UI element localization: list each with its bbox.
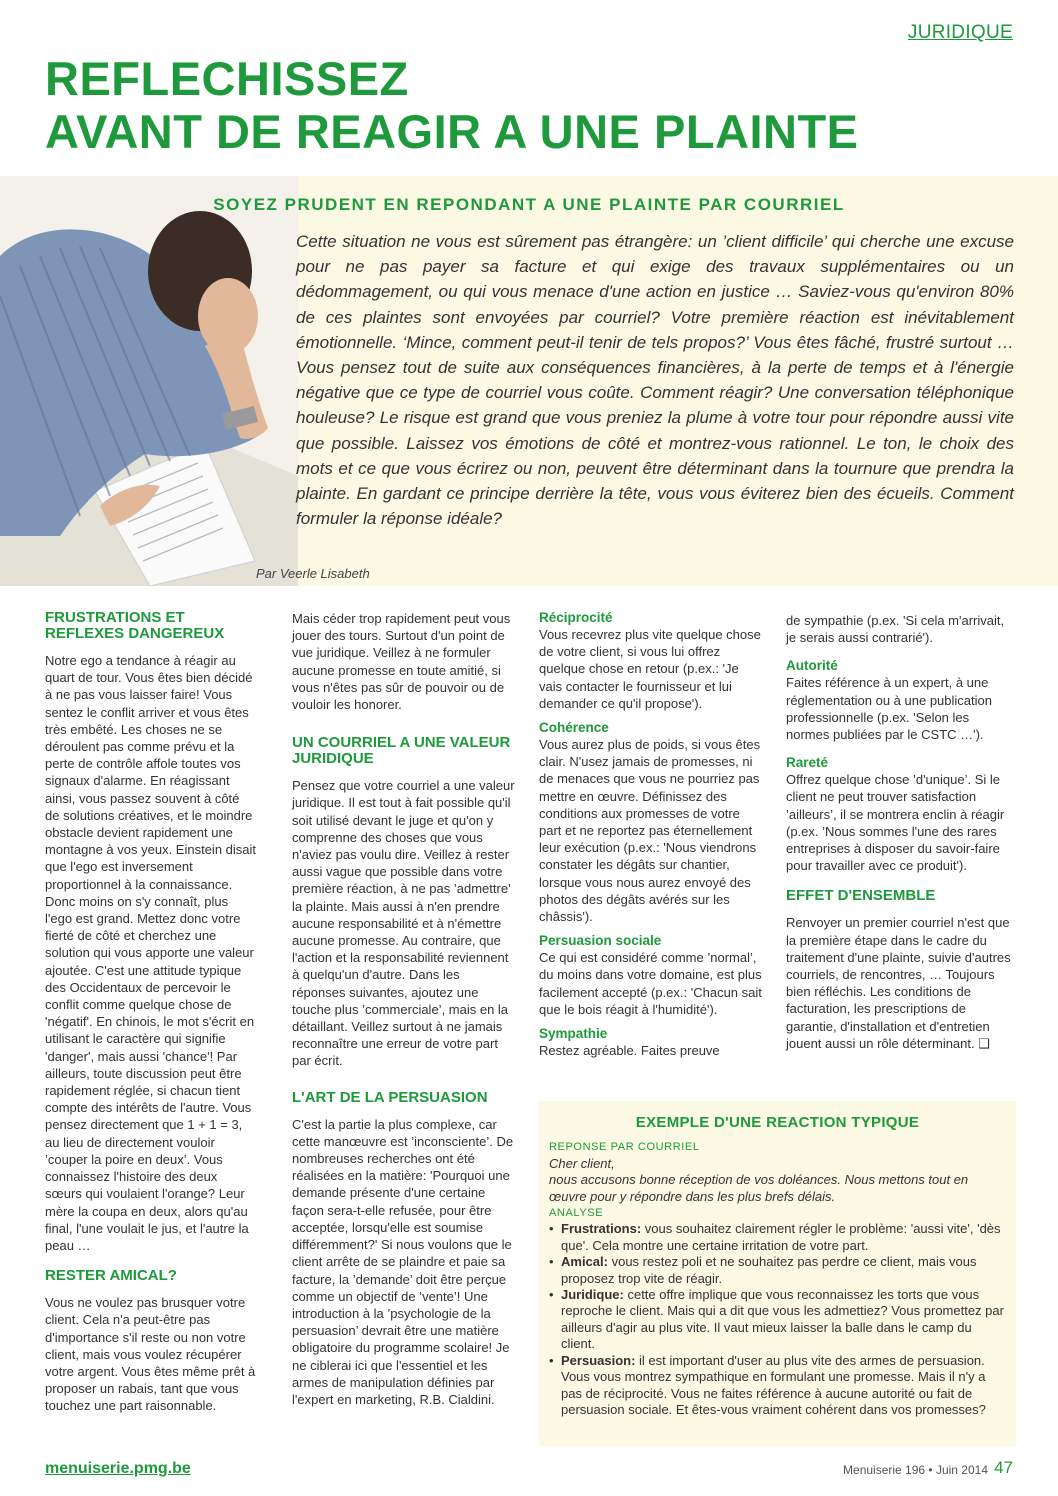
analysis-term: Frustrations: [561, 1221, 642, 1237]
paragraph-autorite: Faites référence à un expert, à une réglementation ou à une publication professionnelle (p.ex. 'Selon les normes publiées par le CSTC …'). [786, 675, 992, 743]
bullet-icon: • [549, 1287, 554, 1303]
bullet-icon: • [549, 1352, 554, 1368]
paragraph-sympathie: Restez agréable. Faites preuve [539, 1043, 720, 1059]
footer-issue [843, 1463, 988, 1477]
paragraph-reciprocite: Vous recevrez plus vite quelque chose de votre client, si vous lui offrez quelque chose en retour (p.ex.: 'Je vais contacter le fournisseur et lui demander ce qu'il propose'). [539, 627, 761, 711]
paragraph-courriel-juridique: Pensez que votre courriel a une valeur juridique. Il est tout à fait possible qu'il soit utilisé devant le juge et qu'on y comprenne des choses que vous n'aviez pas voulu dire. Veillez à rester aussi vague que possible dans votre première réaction, à ne pas ’admettre’ la plainte. Mais aussi à n'en prendre aucune responsabilité et à n'émettre aucune promesse. Au contraire, que l'action et la responsabilité reviennent à quelqu'un d'autre. Dans les réponses suivantes, ajoutez une touche plus ’commerciale’, mais en la détaillant. Veillez surtout à ne jamais reconnaître une erreur de votre part par écrit. [292, 778, 515, 1069]
paragraph-rester-amical: Vous ne voulez pas brusquer votre client. Cela n'a peut-être pas d'importance s'il reste ou non votre client, mais vous voulez récupérer votre argent. Vous êtes même prêt à proposer un rabais, tant que vous touchez une part raisonnable. [45, 1295, 256, 1414]
page-number: 47 [994, 1458, 1013, 1477]
paragraph-art-persuasion: C'est la partie la plus complexe, car cette manœuvre est ’inconsciente’. De nombreuses recherches ont été réalisées en la matière: 'Pourquoi une demande présente d'une certaine façon sera-t-elle refusée, pour être acceptée, lorsqu'elle est soumise différemment?' Si nous voulons que le client arrête de se plaindre et paie sa facture, la ’demande’ doit être perçue comme un objectif de ’vente’! Une introduction à la ’psychologie de la persuasion’ devrait être une matière obligatoire du programme scolaire! Je ne ciblerai ici que l'essentiel et les armes de manipulation définies par l'expert en marketing, R.B. Cialdini. [292, 1116, 514, 1407]
analysis-text: il est important d'user au plus vite des armes de persuasion. Vous vous montrez sympathique en formulant une promesse. Mais il n'y a pas de réciprocité. Vous ne faites référence à aucune autorité ou fait de persuasion sociale. Et êtes-vous vraiment cohérent dans vos promesses? [561, 1352, 986, 1417]
example-salutation: Cher client, [549, 1155, 615, 1171]
man-reading-document-photo [0, 176, 298, 586]
heading-coherence: Cohérence [539, 720, 609, 736]
label-reponse-courriel: REPONSE PAR COURRIEL [549, 1141, 700, 1154]
heading-frustrations: FRUSTRATIONS ET REFLEXES DANGEREUX [45, 609, 225, 642]
article-subtitle: SOYEZ PRUDENT EN REPONDANT A UNE PLAINTE PAR COURRIEL [213, 195, 845, 214]
heading-sympathie: Sympathie [539, 1026, 608, 1042]
analysis-text: cette offre implique que vous reconnaissez les torts que vous reproche le client. Mais qui a dit que vous les admettiez? Vous promettez par ailleurs d'agir au plus vite. Il vaut mieux laisser la balle dans le camp du client. [561, 1287, 1004, 1352]
lead-paragraph: Cette situation ne vous est sûrement pas étrangère: un ’client difficile’ qui cherche une excuse pour ne pas payer sa facture et qui exige des travaux supplémentaires ou un dédommagement, ou qui vous menace d'une action en justice … Saviez-vous qu'environ 80% de ces plaintes sont envoyées par courriel? Votre première réaction est inévitablement émotionnelle. ‘Mince, comment peut-il tenir de tels propos?’ Vous êtes fâché, frustré surtout … Vous pensez tout de suite aux conséquences financières, à la perte de temps et à l'énergie négative que ce type de courriel vous coûte. Comment réagir? Une conversation téléphonique houleuse? Le risque est grand que vous preniez la plume à votre tour pour répondre aussi vite que possible. Laissez vos émotions de côté et montrez-vous rationnel. Le ton, le choix des mots et ce que vous écrirez ou non, peuvent être déterminant dans la tournure que prendra la plainte. En gardant ce principe derrière la tête, vous vous éviterez bien des écueils. Comment formuler la réponse idéale? [296, 232, 1014, 529]
example-box [539, 1101, 1016, 1446]
issue-text: Menuiserie 196 • Juin 2014 [843, 1463, 988, 1477]
column-4 [786, 612, 1014, 1052]
analysis-item [549, 1287, 1006, 1353]
paragraph-coherence: Vous aurez plus de poids, si vous êtes clair. N'usez jamais de promesses, ni de menaces que vous ne pourriez pas mettre en œuvre. Définissez des conditions aux promesses de votre part et ne reportez pas éternellement leur exécution (p.ex.: 'Nous viendrons constater les dégâts sur chantier, lorsque vous nous aurez envoyé des photos des dégâts avérés sur les châssis'). [539, 737, 761, 925]
analysis-item [549, 1254, 1006, 1287]
analysis-item [549, 1353, 1006, 1419]
column-3 [539, 610, 765, 1059]
heading-reciprocite: Réciprocité [539, 610, 613, 625]
paragraph-rarete: Offrez quelque chose ’d'unique’. Si le client ne peut trouver satisfaction ’ailleurs’, il se montrera enclin à réagir (p.ex. ’Nous sommes l'une des rares entreprises à disposer du savoir-faire pour travailler avec ce produit'). [786, 772, 1005, 874]
paragraph-sympathie-continued: de sympathie (p.ex. 'Si cela m'arrivait, je serais aussi contrarié'). [786, 613, 1005, 646]
heading-persuasion-sociale: Persuasion sociale [539, 933, 662, 949]
bullet-icon: • [549, 1254, 554, 1270]
heading-effet-ensemble: EFFET D'ENSEMBLE [786, 887, 936, 905]
section-tag[interactable]: JURIDIQUE [907, 22, 1013, 43]
column-1 [45, 610, 257, 1415]
heading-rarete: Rareté [786, 755, 829, 771]
heading-rester-amical: RESTER AMICAL? [45, 1267, 177, 1285]
footer-website-link[interactable]: menuiserie.pmg.be [45, 1460, 191, 1477]
paragraph-frustrations: Notre ego a tendance à réagir au quart de tour. Vous êtes bien décidé à ne pas vous laisser faire! Vous sentez le conflit arriver et vous êtes très embêté. Les choses ne se déroulent pas comme prévu et la perte de contrôle affole toutes vos signaux d'alarme. En réagissant ainsi, vous passez souvent à côté de solutions créatives, et le moindre obstacle devient rapidement une montagne à vos yeux. Einstein disait que l'ego est inversement proportionnel à la connaissance. Donc moins on s'y connaît, plus l'ego est grand. Mettez donc votre fierté de côté et cherchez une solution qui vous apporte une valeur ajoutée. C'est une attitude typique des Occidentaux de percevoir le conflit comme quelque chose de 'négatif'. En chinois, le mot s'écrit en utilisant le caractère qui signifie 'danger', mais aussi 'chance'! Par ailleurs, toute discussion peut être rapidement réglée, si chacun tient compte des intérêts de l'autre. Vous pensez directement que 1 + 1 = 3, au lieu de directement vouloir ’couper la poire en deux’. Vous connaissez l'histoire des deux sœurs qui voulaient l'orange? Leur mère la coupa en deux, alors qu'au final, l'une voulait le jus, et l'autre la peau … [45, 653, 257, 1253]
paragraph-effet-ensemble: Renvoyer un premier courriel n'est que la première étape dans le cadre du traitement d'une plainte, suivie d'autres courriels, de rencontres, … Toujours bien réfléchis. Les conditions de facturation, les prescriptions de garantie, d'installation et d'entretien jouent aussi un rôle déterminant. ❑ [786, 915, 1011, 1051]
analysis-text: vous souhaitez clairement régler le problème: 'aussi vite', 'dès que'. Cela montre une certaine irritation de votre part. [561, 1221, 1001, 1253]
analysis-text: vous restez poli et ne souhaitez pas perdre ce client, mais vous proposez trop vite de réagir. [561, 1254, 977, 1286]
column-2 [292, 610, 516, 1408]
title-line-2: AVANT DE REAGIR A UNE PLAINTE [45, 105, 859, 158]
example-reply: nous accusons bonne réception de vos doléances. Nous mettons tout en œuvre pour y répondre dans les plus brefs délais. [549, 1172, 969, 1204]
heading-courriel-juridique: UN COURRIEL A UNE VALEUR JURIDIQUE [292, 734, 511, 768]
intro-box [0, 176, 1058, 586]
label-analyse: ANALYSE [549, 1207, 604, 1220]
heading-art-persuasion: L'ART DE LA PERSUASION [292, 1088, 488, 1106]
paragraph-ceder: Mais céder trop rapidement peut vous jouer des tours. Surtout d'un point de vue juridique. Veillez à ne formuler aucune promesse en toute amitié, si vous n'êtes pas sûr de pouvoir ou de vouloir les honorer. [292, 611, 511, 713]
author-byline: Par Veerle Lisabeth [256, 566, 370, 581]
analysis-item [549, 1221, 1006, 1254]
bullet-icon: • [549, 1221, 554, 1237]
page-title [45, 52, 859, 158]
heading-autorite: Autorité [786, 658, 838, 674]
analysis-term: Juridique: [561, 1287, 624, 1303]
analysis-term: Amical: [561, 1254, 608, 1270]
analysis-term: Persuasion: [561, 1352, 636, 1368]
example-title: EXEMPLE D'UNE REACTION TYPIQUE [635, 1114, 920, 1131]
paragraph-persuasion-sociale: Ce qui est considéré comme ’normal’, du moins dans votre domaine, est plus facilement accepté (p.ex.: 'Chacun sait que le bois réagit à l'humidité'). [539, 950, 762, 1017]
title-line-1: REFLECHISSEZ [45, 52, 409, 105]
